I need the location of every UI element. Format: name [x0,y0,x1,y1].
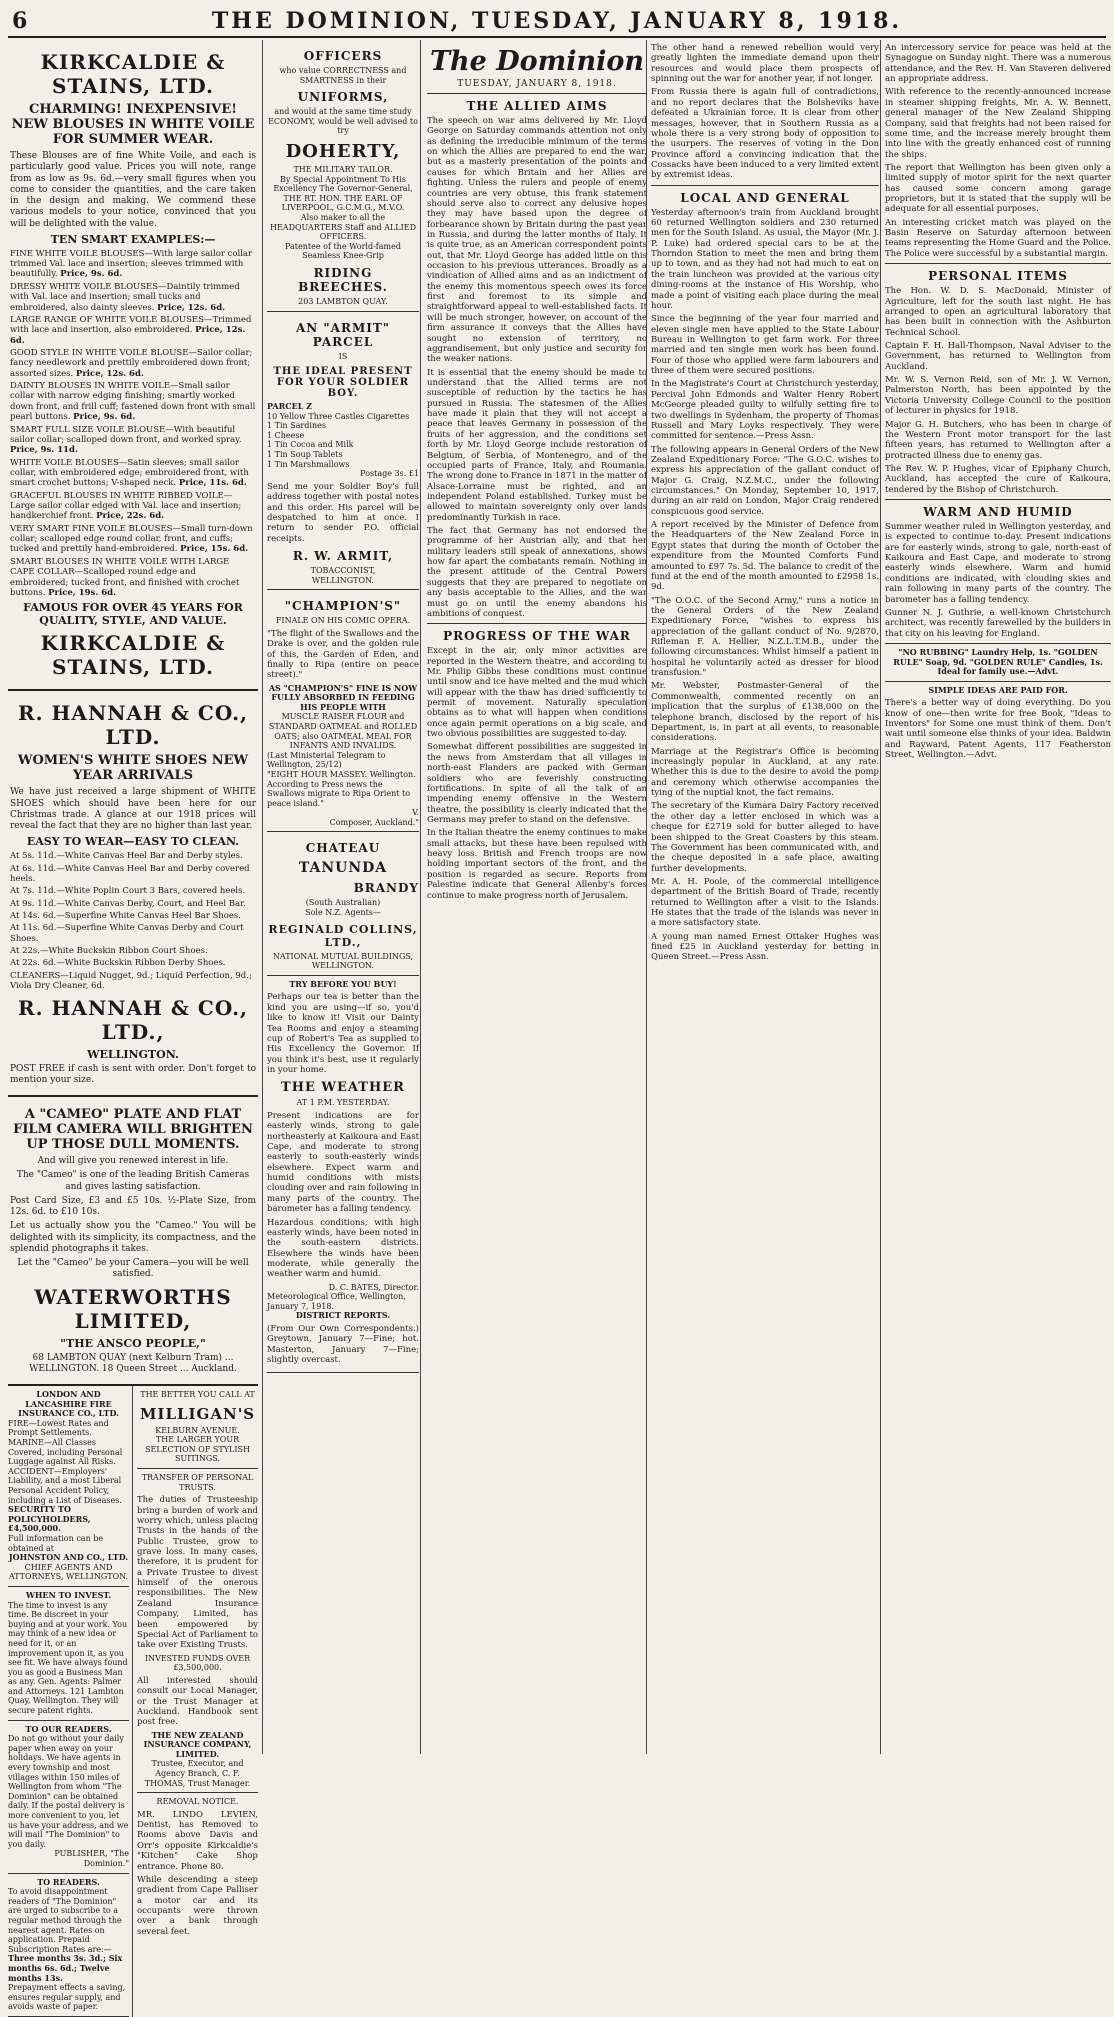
cameo-text2: The "Cameo" is one of the leading British Cameras and gives lasting satisfaction. [16,1170,250,1192]
kirkcaldie-ad [8,40,258,691]
allied-text: The speech on war aims delivered by Mr. Lloyd George on Saturday commands attention not only as defining the irreducible minimum of the terms on which the Allies are prepared to end the war, but as a masterly presentation of the points and causes for which Britain and her Allies are fighting. Unless the rulers and people of enemy countries are very obtuse, this frank statement should serve also to correct any delusive hopes they may have based upon the degree of forbearance shown by Britain during the past year in Russia, and during the latter months of Italy. It is quite true, as an American correspondent points out, that Mr. Lloyd George has added little on this occasion to his previous utterances. Broadly as a vindication of Allied aims and as an indictment of the enemy this momentous speech owes its force first and foremost to its simple and straightforward appeal to well-established facts. It will be much stronger, however, on account of the firm assurance it conveys that the Allies have sought no extension of territory, no aggrandisement, but only justice and security for the weaker nations. [427,116,647,365]
chateau-sub: (South Australian) [305,898,381,908]
lower-col1 [8,1386,258,2017]
cameo-text3: Post Card Size, £3 and £5 10s. ½-Plate Size, from 12s. 6d. to £10 10s. [10,1195,256,1218]
tea-text: Perhaps our tea is better than the kind you are using—if so, you'd like to know it! Visit our Dainty Tea Rooms and enjoy a steaming cup of Robert's Tea as supplied to His Excellency the Governor. If you think it's best, use it regularly in your home. [267,992,419,1075]
doherty-firm: DOHERTY, [285,140,401,162]
hannah-firm-2: R. HANNAH & CO., LTD., [17,995,248,1044]
shoe-item: At 7s. 11d.—White Poplin Court 3 Bars, covered heels. [10,886,246,897]
warm-head: WARM AND HUMID [923,505,1073,520]
paper-title: The Dominion [429,46,645,77]
armit-head: AN "ARMIT" PARCEL [295,320,391,349]
cameo-ad [8,1097,258,1386]
col5-intro: An intercessory service for peace was held at the Synagogue on Sunday night. There was a numerous attendance, and the Rev. H. Van Staveren delivered an appropriate address. [885,43,1111,85]
champion-sign: (Last Ministerial Telegram to Wellington, 25/12) [267,750,386,770]
shoe-item: At 22s.—White Buckskin Ribbon Court Shoes. [10,946,208,957]
personal-text: The Hon. W. D. S. MacDonald, Minister of Agriculture, left for the south last night. He has arranged to open an agricultural laboratory that has been built in connection with the Ashburton Technical School. [885,286,1111,338]
readers-ad [8,1721,129,1874]
officers-uniforms: UNIFORMS, [297,90,389,105]
blouse-item: LARGE RANGE OF WHITE VOILE BLOUSES—Trimmed with lace and insertion, also embroidered. Price, 12s. 6d. [10,314,252,346]
progress-head: PROGRESS OF THE WAR [443,629,631,644]
weather-text: Present indications are for easterly winds, strong to gale northeasterly at Kaikoura and East Cape, and moderate to strong easterly to south-easterly winds elsewhere. Expect warm and humid conditions with mists clouding over and rain following in many parts of the country. The barometer has a falling tendency. [267,1110,419,1215]
weather-obs: Meteorological Office, Wellington, January 7, 1918. [267,1292,406,1311]
readers2-rates: Three months 3s. 3d.; Six months 6s. 6d.; Twelve months 13s. [8,1953,123,1983]
armit-is: IS [338,351,348,361]
armit-item: 1 Tin Soup Tablets [267,450,343,460]
column-1 [8,40,258,2012]
allied-head: THE ALLIED AIMS [466,99,608,113]
doherty-breeches: RIDING BREECHES. [298,265,388,294]
personal-text2: Captain F. H. Hall-Thompson, Naval Adviser to the Government, has returned to Wellington from Auckland. [885,340,1111,372]
champion-composer: Composer, Auckland." [329,817,419,827]
shoe-item: At 6s. 11d.—White Canvas Heel Bar and Derby covered heels. [10,863,250,884]
kirkcaldie-firm: KIRKCALDIE & STAINS, LTD. [40,50,226,98]
armit-text: Send me your Soldier Boy's full address together with postal notes and this order. His parcel will be despatched to him at once. I return to sender P.O. official receipts. [267,481,419,544]
milligan-ads: THE BETTER YOU CALL AT MILLIGAN'S KELBURN AVENUE. THE LARGER YOUR SELECTION OF STYLISH SUITINGS. TRANSFER OF PERSONAL TRUSTS. The duties of Trusteeship bring a burden of work and worry which, unless placing Trusts in the hands of the Public Trustee, grow to grave loss. In many cases, therefore, it is prudent for a Private Trustee to divest himself of the onerous responsibilities. The New Zealand Insurance Company, Limited, has been empowered by Special Act of Parliament to take over Existing Trusts. INVESTED FUNDS OVER £3,500,000. All interested should consult our Local Manager, or the Trust Manager at Auckland. Handbook sent post free. THE NEW ZEALAND INSURANCE COMPANY, LIMITED. Trustee, Executor, and Agency Branch, C. F. THOMAS, Trust Manager. REMOVAL NOTICE. MR. LINDO LEVIEN, Dentist, has Removed to Rooms above Davis and Orr's opposite Kirkcaldie's "Kitchen" Cake Shop entrance. Phone 80. While descending a steep gradient from Cape Palliser a motor car and its occupants were thrown over a bank through several feet. [137,1390,258,1937]
armit-total: Postage 3s. £1 [360,469,419,479]
insurance-line: JOHNSTON AND CO., LTD. [8,1552,129,1563]
chateau-firm: REGINALD COLLINS, LTD., [268,922,418,949]
readers2-ad [8,1874,129,2017]
hannah-post: POST FREE if cash is sent with order. Don't forget to mention your size. [10,1063,256,1085]
champion-sub: FINALE ON HIS COMIC OPERA. [275,616,411,626]
kirkcaldie-headline: CHARMING! INEXPENSIVE! NEW BLOUSES IN WHITE VOILE FOR SUMMER WEAR. [11,102,255,147]
weather-text2: Hazardous conditions, with high easterly winds, have been noted in the south-eastern districts. Elsewhere the winds have been moderate, while generally the weather warm and humid. [267,1217,419,1280]
armit-item: 1 Cheese [267,430,305,440]
readers-sign: PUBLISHER, "The Dominion." [54,1849,129,1868]
blouse-item: VERY SMART FINE VOILE BLOUSES—Small turn-down collar; scalloped edge round collar, front, and cuffs; tucked and prettily hand-embroidered. Price, 15s. 6d. [10,523,253,555]
kirkcaldie-footer: FAMOUS FOR OVER 45 YEARS FOR QUALITY, STYLE, AND VALUE. [23,601,243,628]
shoe-item: At 22s. 6d.—White Buckskin Ribbon Derby Shoes. [10,958,226,969]
champion-ad [267,590,419,832]
shoe-item: CLEANERS—Liquid Nugget, 9d.; Liquid Perfection, 9d.; Viola Dry Cleaner, 6d. [10,970,252,992]
champion-v: V. [412,808,419,818]
chateau-brandy: BRANDY [353,881,419,896]
shoe-item: At 5s. 11d.—White Canvas Heel Bar and Derby styles. [10,851,243,862]
progress-text2: Somewhat different possibilities are suggested in the news from Amsterdam that all villages in north-east Flanders are packed with German soldiers who are feverishly constructing fortifications. In spite of all the talk of an impending enemy offensive in the Western theatre, the possibility is clearly indicated that the Germans may prefer to stand on the defensive. [427,742,647,825]
shoe-item: At 14s. 6d.—Superfine White Canvas Heel Bar Shoes. [10,911,241,922]
insurance-line: MARINE—All Classes Covered, including Personal Luggage against All Risks. [8,1438,123,1467]
blouse-item: DAINTY BLOUSES IN WHITE VOILE—Small sailor collar with narrow edging finishing; smartly worked down front, and frill cuff; fastened down front with small pearl buttons. Price, 9s. 6d. [10,381,256,423]
armit-ad [267,312,419,591]
hannah-firm: R. HANNAH & CO., LTD. [17,701,248,750]
hannah-headline: WOMEN'S WHITE SHOES NEW YEAR ARRIVALS [17,753,249,784]
armit-item: 1 Tin Sardines [267,421,326,431]
chateau-addr: NATIONAL MUTUAL BUILDINGS, WELLINGTON. [272,951,414,971]
readers2-head: TO READERS. [37,1876,100,1887]
personal-text3: Mr. W. S. Vernon Reid, son of Mr. J. W. Vernon, Palmerston North, has been appointed by the Victoria University College Council to the position of lecturer in physics for 1918. [885,375,1111,417]
weather-time: AT 1 P.M. YESTERDAY. [296,1098,390,1108]
waterworths-addr: 68 LAMBTON QUAY (next Kelburn Tram) ... WELLINGTON. 18 Queen Street ... Auckland. [29,1352,237,1374]
chateau-ad [267,832,419,975]
kirkcaldie-subhead: TEN SMART EXAMPLES:— [50,232,216,246]
masthead-title: THE DOMINION, TUESDAY, JANUARY 8, 1918. [211,8,903,34]
progress-text: Except in the air, only minor activities are reported in the Western theatre, and according to Mr. Philip Gibbs these conditions must continue until snow and ice have melted and the mud which will appear with the thaw has dried sufficiently to permit of movement. Naturally speculation obtains as to what will happen when conditions once again permit operations on a big scale, and two obvious possibilities are suggested to-day. [427,646,647,740]
readers-text: Do not go without your daily paper when away on your holidays. We have agents in every township and most villages within 150 miles of Wellington from whom "The Dominion" can be obtained daily. If the postal delivery is more convenient to you, let us have your address, and we will mail "The Dominion" to you daily. [8,1734,129,1849]
readers2-note: Prepayment effects a saving, ensures regular supply, and avoids waste of paper. [8,1983,126,2012]
invest-head: WHEN TO INVEST. [25,1589,112,1600]
paper-date: TUESDAY, JANUARY 8, 1918. [457,79,617,89]
champion-text: "The flight of the Swallows and the Drake is over, and the golden rule of this, the Garden of Eden, and finally to Ripa (entire on peace street)." [267,628,419,681]
weather-section [267,976,419,1374]
officers-head: OFFICERS [303,49,383,63]
chateau-agents: Sole N.Z. Agents— [305,908,381,918]
armit-item: 1 Tin Cocoa and Milk [267,440,354,450]
armit-city: WELLINGTON. [311,575,375,585]
doherty-ad [267,40,419,312]
doherty-patentee: Patentee of the World-famed Seamless Knee-Grip [285,241,401,261]
readers2-text: To avoid disappointment readers of "The Dominion" are urged to subscribe to a regular method through the nearest agent. Rates on application. Prepaid Subscription Rates are:— [8,1887,122,1954]
insurance-line: FIRE—Lowest Rates and Prompt Settlements. [8,1418,109,1438]
champion-prods: MUSCLE RAISER FLOUR and STANDARD OATMEAL and ROLLED OATS; also OATMEAL MEAL FOR INFANTS AND INVALIDS. [268,712,418,751]
warm-text: Summer weather ruled in Wellington yesterday, and is expected to continue to-day. Present indications are for easterly winds, strong to gale, north-east of Kaikoura and East Cape, and moderate to strong easterly winds elsewhere. Warm and humid conditions are indicated, with clouding skies and rain following in many parts of the country. The barometer has a falling tendency. [885,522,1111,605]
column-2 [262,40,419,1754]
champion-sign3: According to Press news the Swallows migrate to Ripa Orient to peace island." [267,779,411,808]
champion-sign2: "EIGHT HOUR MASSEY. Wellington. [267,769,416,779]
chateau-name: TANUNDA [298,860,388,877]
cameo-text1: And will give you renewed interest in life. [37,1156,229,1167]
hannah-easy: EASY TO WEAR—EASY TO CLEAN. [26,835,240,849]
page-number: 6 [12,8,28,34]
local-text2: In the Magistrate's Court at Christchurch yesterday, Percival John Edmonds and Walter Henry Robert McGeorge pleaded guilty to wilfully setting fire to two dwellings in Sydenham, the property of Thomas Russell and Mary Loyks respectively. They were committed for sentence.—Press Assn. [651,379,879,442]
warm-text2: Gunner N. J. Guthrie, a well-known Christchurch architect, was recently farewelled by the builders in that city on his leaving for England. [885,607,1111,639]
column-5: An intercessory service for peace was held at the Synagogue on Sunday night. There was a numerous attendance, and the Rev. H. Van Staveren delivered an appropriate address. With reference to the recently-announced increase in steamer shipping freights, Mr. A. W. Bennett, general manager of the New Zealand Shipping Company, said that freights had not been raised for some time, and the increase merely brought them into line with the greatly enhanced cost of running the ships. The report that Wellington has been given only a limited supply of motor spirit for the next quarter has caused some concern among garage proprietors, but it is stated that the supply will be adequate for all essential purposes. An interesting cricket match was played on the Basin Reserve on Saturday afternoon between teams representing the Home Guard and the Police. The Police were successful by a substantial margin. PERSONAL ITEMS The Hon. W. D. S. MacDonald, Minister of Agriculture, left for the south last night. He has arranged to open an agricultural laboratory that has been built in connection with the Ashburton Technical School. Captain F. H. Hall-Thompson, Naval Adviser to the Government, has returned to Wellington from Auckland. Mr. W. S. Vernon Reid, son of Mr. J. W. Vernon, Palmerston North, has been appointed by the Victoria University College Council to the position of lecturer in physics for 1918. Major G. H. Butchers, who has been in charge of the Western Front motor transport for the last fifteen years, has returned to Wellington after a protracted illness due to enemy gas. The Rev. W. P. Hughes, vicar of Epiphany Church, Auckland, has accepted the cure of Kaikoura, tendered by the Bishop of Christchurch. WARM AND HUMID Summer weather ruled in Wellington yesterday, and is expected to continue to-day. Present indications are for easterly winds, strong to gale, north-east of Kaikoura and East Cape, and moderate to strong easterly winds elsewhere. Warm and humid conditions are indicated, with clouding skies and rain following in many parts of the country. The barometer has a falling tendency. Gunner N. J. Guthrie, a well-known Christchurch architect, was recently farewelled by the builders in that city on his leaving for England. "NO RUBBING" Laundry Help, 1s. "GOLDEN RULE" Soap, 9d. "GOLDEN RULE" Candles, 1s. Ideal for family use.—Advt. SIMPLE IDEAS ARE PAID FOR. There's a better way of doing everything. Do you know of one—then write for free Book, "Ideas to Inventors" for Some one must think of them. Don't wait until someone else thinks of your idea. Baldwin and Rayward, Patent Agents, 117 Featherston Street, Wellington.—Advt. [880,40,1111,1754]
local-text: Yesterday afternoon's train from Auckland brought 60 returned Wellington soldiers and 230 returned men for the South Island. As usual, the Mayor (Mr. J. P. Luke) had ordered special cars to be at the Thorndon Station to meet the men and bring them up to town, and as they had not had much to eat on the train luncheon was provided at the various city dining-rooms at the instance of His Worship, who made a point of visiting each place during the meal hour. [651,207,879,311]
invest-text: The time to invest is any time. Be discreet in your buying and at your work. You may think of a new idea or need for it, or an improvement upon it, as you see fit. We have always found you as good a Business Man as any. Gen. Agents: Palmer and Attorneys. 121 Lambton Quay, Wellington. They will secure patent rights. [8,1600,128,1716]
personal-head: PERSONAL ITEMS [928,269,1068,284]
cameo-headline: A "CAMEO" PLATE AND FLAT FILM CAMERA WILL BRIGHTEN UP THOSE DULL MOMENTS. [13,1107,253,1153]
armit-ideal: THE IDEAL PRESENT FOR YOUR SOLDIER BOY. [273,366,413,400]
doherty-also: Also maker to all the HEADQUARTERS Staff and ALLIED OFFICERS. [269,212,417,242]
hannah-ad [8,691,258,1097]
blouse-item: FINE WHITE VOILE BLOUSES—With large sailor collar trimmed Val. lace and insertion; sleeves trimmed with beautifully. Price, 9s. 6d. [10,248,253,280]
masthead [8,6,1106,38]
blouse-item: DRESSY WHITE VOILE BLOUSES—Daintily trimmed with Val. lace and insertion; small tucks and embroidered, also dainty sleeves. Price, 12s. 6d. [10,281,240,313]
insurance-ad [8,1386,129,1587]
weather-sign: D. C. BATES, Director. [328,1282,419,1292]
insurance-line: SECURITY TO POLICYHOLDERS, £4,500,000. [8,1504,91,1534]
col4-para1: The other hand a renewed rebellion would very greatly lighten the immediate demand upon their resources and would place them prospects of spinning out the war for another year, if not longer. [651,43,879,85]
blouse-list [10,249,256,599]
champion-as: AS "CHAMPION'S" FINE IS NOW FULLY ABSORBED IN FEEDING HIS PEOPLE WITH [268,682,418,712]
blouse-item: WHITE VOILE BLOUSES—Satin sleeves; small sailor collar, with embroidered edge; embroidered front, with smart crochet buttons; V-shaped neck. Price, 11s. 6d. [10,457,249,489]
shoe-item: At 9s. 11d.—White Canvas Derby, Court, and Heel Bar. [10,898,246,909]
local-text3: The following appears in General Orders of the New Zealand Expeditionary Force: "The G.O.C. wishes to express his appreciation of the gallant conduct of Major G. Craig, N.Z.M.C., under the following circumstances." On Monday, September 10, 1917, during an air raid on London, Major Craig rendered conspicuous good service. [651,444,879,517]
champion-head: "CHAMPION'S" [284,599,402,614]
shoe-list [10,851,256,991]
hannah-city: WELLINGTON. [87,1047,179,1061]
insurance-ads [8,1386,133,2017]
armit-item: 10 Yellow Three Castles Cigarettes [267,411,410,421]
column-4: The other hand a renewed rebellion would very greatly lighten the immediate demand upon their resources and would place them prospects of spinning out the war for another year, if not longer. From Russia there is again full of contradictions, and no report declares that the Bolsheviks have defeated a Ukrainian force. It is clear from other messages, however, that in Southern Russia as a whole there is a very strong body of opposition to the usurpers. The reserves of voting in the Don Province afford a convincing indication that the Cossacks have been induced to a very limited extent by extremist ideas. LOCAL AND GENERAL Yesterday afternoon's train from Auckland brought 60 returned Wellington soldiers and 230 returned men for the South Island. As usual, the Mayor (Mr. J. P. Luke) had ordered special cars to be at the Thorndon Station to meet the men and bring them up to town, and as they had not had much to eat on the train luncheon was provided at the various city dining-rooms at the instance of His Worship, who made a point of visiting each place during the meal hour. Since the beginning of the year four married and eleven single men have applied to the State Labour Bureau in Wellington to get farm work. For three married and ten single men work has been found. Four of those who applied were farm labourers and three of them were secured positions. In the Magistrate's Court at Christchurch yesterday, Percival John Edmonds and Walter Henry Robert McGeorge pleaded guilty to wilfully setting fire to two dwellings in Sydenham, the property of Thomas Russell and Mary Loyks respectively. They were committed for sentence.—Press Assn. The following appears in General Orders of the New Zealand Expeditionary Force: "The G.O.C. wishes to express his appreciation of the gallant conduct of Major G. Craig, N.Z.M.C., under the following circumstances." On Monday, September 10, 1917, during an air raid on London, Major Craig rendered conspicuous good service. A report received by the Minister of Defence from the Headquarters of the New Zealand Force in Egypt states that during the month of October the expenditure from the Mounted Comforts Fund amounted to £97 7s. 5d. The balance to credit of the fund at the end of the month amounted to £2958 1s. 9d. "The O.O.C. of the Second Army," runs a notice in the General Orders of the New Zealand Expeditionary Force, "wishes to express his appreciation of the gallant conduct of No. 9/2870, Rifleman F. A. Hellier, N.Z.L.T.M.B., under the following circumstances: Whilst himself a patient in hospital he voluntarily acted as dresser for blood transfusion." Mr. Webster, Postmaster-General of the Commonwealth, commented recently on an implication that the surplus of £138,000 on the telephone branch, disclosed by the report of his Department, is, in part at all events, to reasonable considerations. Marriage at the Registrar's Office is becoming increasingly popular in Auckland, at any rate. Whether this is due to the desire to avoid the pomp and ceremony which otherwise accompanies the tying of the nuptial knot, the fact remains. The secretary of the Kumara Dairy Factory received the other day a letter enclosed in which was a cheque for £2719 sold for butter alleged to have been shipped to the Great Coasters by this steam. The Government has been communicated with, and the cheque deposited in a safe place, awaiting further developments. Mr. A. H. Poole, of the commercial intelligence department of the British Board of Trade, recently returned to Wellington after a visit to the Islands. He states that the trade of the islands was never in a more satisfactory state. A young man named Ernest Ottaker Hughes was fined £25 in Auckland yesterday for betting in Queen Street.—Press Assn. [646,40,879,1754]
armit-firm: R. W. ARMIT, [292,549,394,563]
district-head: DISTRICT REPORTS. [295,1310,391,1321]
invest-ad [8,1587,129,1721]
blouse-item: SMART BLOUSES IN WHITE VOILE WITH LARGE CAPE COLLAR—Scalloped round edge and embroidered; tucked front, and finished with crochet buttons. Price, 19s. 6d. [10,556,240,598]
tea-head: TRY BEFORE YOU BUY! [289,978,397,989]
local-head: LOCAL AND GENERAL [680,190,850,205]
doherty-sub: THE MILITARY TAILOR. [293,164,393,174]
waterworths-firm: WATERWORTHS LIMITED, [34,1284,232,1333]
kirkcaldie-intro: These Blouses are of fine White Voile, and each is particularly good value. Prices you will note, range from as low as 9s. 6d.—very small figures when you come to consider the quantities, and the care taken in the design and making. We commend these various models to your notice, convinced that you will be delighted with the value. [10,151,256,229]
doherty-addr: 203 LAMBTON QUAY. [298,296,388,306]
blouse-item: SMART FULL SIZE VOILE BLOUSE—With beautiful sailor collar; scalloped down front, and worked spray. Price, 9s. 11d. [10,424,242,456]
officers-text: who value CORRECTNESS and SMARTNESS in their [279,66,407,85]
waterworths-sub: "THE ANSCO PEOPLE," [60,1336,206,1350]
cameo-text5: Let the "Cameo" be your Camera—you will be well satisfied. [17,1258,249,1280]
insurance-line: ACCIDENT—Employers' Liability, and a most Liberal Personal Accident Policy, including a List of Diseases. [8,1466,122,1505]
simple-head: SIMPLE IDEAS ARE PAID FOR. [928,684,1068,695]
armit-item: 1 Tin Marshmallows [267,459,350,469]
readers-head: TO OUR READERS. [25,1723,112,1734]
insurance-line: Full information can be obtained at [8,1533,104,1553]
officers-text2: and would at the same time study ECONOMY, would be well advised to try [268,107,418,136]
simple-text: There's a better way of doing everything. Do you know of one—then write for free Book, "Ideas to Inventors" for Some one must think of them. Don't wait until someone else thinks of your idea. Baldwin and Rayward, Patent Agents, 117 Featherston Street, Wellington.—Advt. [885,698,1111,761]
insurance-line: CHIEF AGENTS AND ATTORNEYS, WELLINGTON. [8,1562,129,1582]
column-3: The Dominion TUESDAY, JANUARY 8, 1918. THE ALLIED AIMS The speech on war aims delivered by Mr. Lloyd George on Saturday commands attention not only as defining the irreducible minimum of the terms on which the Allies are prepared to end the war, but as a masterly presentation of the points and causes for which Britain and her Allies are fighting. Unless the rulers and people of enemy countries are very obtuse, this frank statement should serve also to correct any delusive hopes they may have based upon the degree of forbearance shown by Britain during the past year in Russia, and during the latter months of Italy. It is quite true, as an American correspondent points out, that Mr. Lloyd George has added little on this occasion to his previous utterances. Broadly as a vindication of Allied aims and as an indictment of the enemy this momentous speech owes its force first and foremost to its simple and straightforward appeal to well-established facts. It will be much stronger, however, on account of the firm assurance it conveys that the Allies have sought no extension of territory, no aggrandisement, but only justice and security for the weaker nations. It is essential that the enemy should be made to understand that the Allied terms are not susceptible of reduction by the tactics he has pursued in Russia. The statesmen of the Allies have made it plain that they will not accept a peace that leaves Germany in possession of the fruits of her aggression, and the conditions set forth by Mr. Lloyd George include restoration of Belgium, of Serbia, of Montenegro, and of the occupied parts of France, Italy, and Roumania. The wrong done to France in 1871 in the matter of Alsace-Lorraine must be righted, and an independent Poland established. Turkey must be allowed to maintain sovereignty only over lands predominantly Turkish in race. The fact that Germany has not endorsed the programme of her Austrian ally, and that her military leaders still speak of annexations, shows how far apart the combatants remain. Nothing in the present attitude of the Central Powers suggests that they are prepared to negotiate on any basis acceptable to the Allies, and the war must go on until the enemy abandons his ambitions of conquest. PROGRESS OF THE WAR Except in the air, only minor activities are reported in the Western theatre, and according to Mr. Philip Gibbs these conditions must continue until snow and ice have melted and the mud which will appear with the thaw has dried sufficiently to permit of movement. Naturally speculation obtains as to what will happen when conditions once again permit operations on a big scale, and two obvious possibilities are suggested to-day. Somewhat different possibilities are suggested in the news from Amsterdam that all villages in north-east Flanders are packed with German soldiers who are feverishly constructing fortifications. In spite of all the talk of an impending enemy offensive in the Western theatre, the possibility is clearly indicated that the Germans may prefer to stand on the defensive. In the Italian theatre the enemy continues to make small attacks, but these have been repulsed with heavy loss. British and French troops are now holding important sectors of the front, and the position is regarded as secure. Reports from Palestine indicate that General Allenby's forces continue to make progress north of Jerusalem. [420,40,647,1754]
armit-parcel: PARCEL Z [267,401,313,412]
hannah-intro: We have just received a large shipment of WHITE SHOES which should have been here for our Christmas trade. A glance at our 1918 prices will reveal the fact that they are no higher than last year. [10,787,256,831]
chateau-head: CHATEAU [305,841,381,856]
weather-head: THE WEATHER [281,1080,405,1096]
blouse-item: GOOD STYLE IN WHITE VOILE BLOUSE—Sailor collar; fancy needlework and prettily embroidered down front; assorted sizes. Price, 12s. 6d. [10,347,253,379]
insurance-firm: LONDON AND LANCASHIRE FIRE INSURANCE CO., LTD. [18,1389,119,1419]
armit-trade: TOBACCONIST, [310,566,376,575]
kirkcaldie-firm-footer: KIRKCALDIE & STAINS, LTD. [40,631,226,680]
doherty-appt: By Special Appointment To His Excellency The Governor-General, THE RT. HON. THE EARL OF LIVERPOOL, G.C.M.G., M.V.O. [273,174,413,213]
blouse-item: GRACEFUL BLOUSES IN WHITE RIBBED VOILE—Large sailor collar edged with Val. lace and insertion; handkerchief front. Price, 22s. 6d. [10,490,242,522]
district-reports: (From Our Own Correspondents.) Greytown, January 7—Fine; hot. Masterton, January 7—Fine; slightly overcast. [267,1324,419,1366]
shoe-item: At 11s. 6d.—Superfine White Canvas Derby and Court Shoes. [10,923,244,944]
cameo-text4: Let us actually show you the "Cameo." You will be delighted with its simplicity, its compactness, and the splendid photographs it takes. [10,1221,256,1254]
